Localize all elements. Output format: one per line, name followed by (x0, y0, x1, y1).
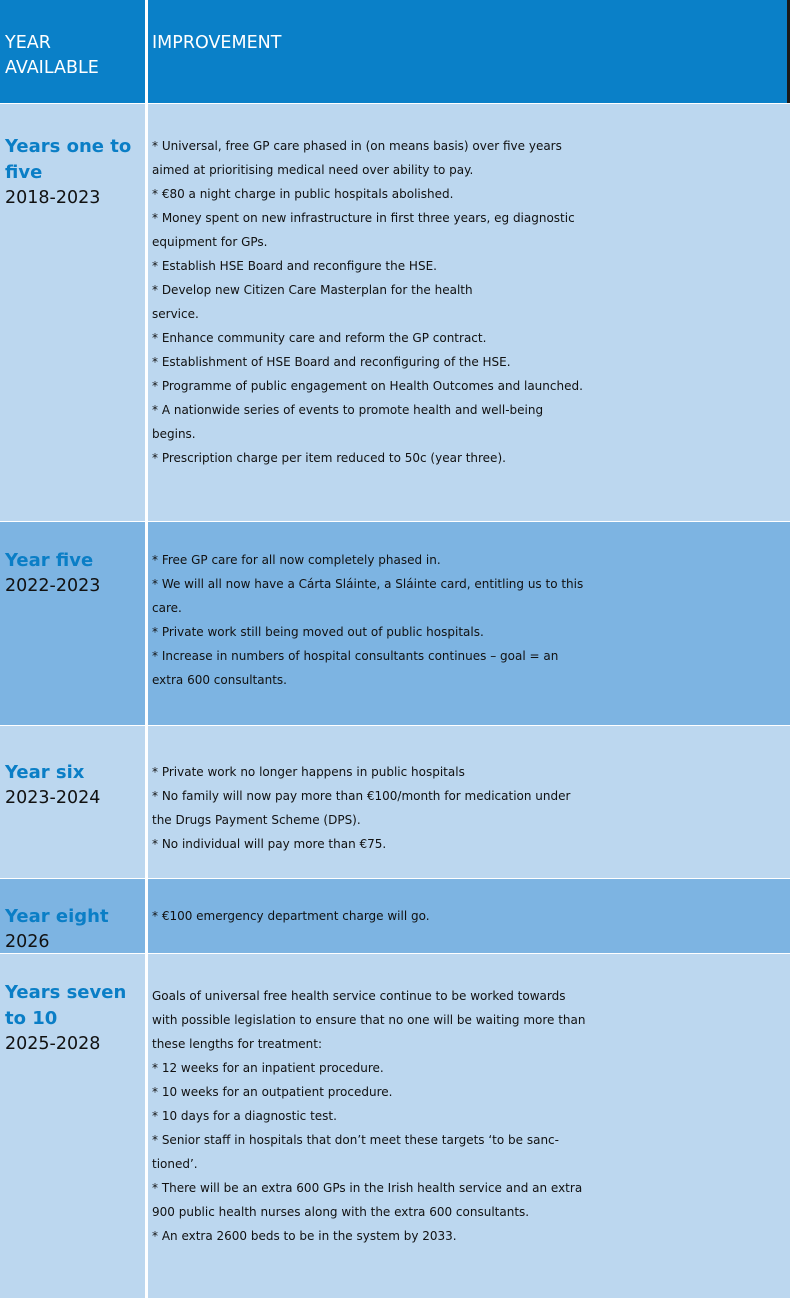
table-row (0, 954, 790, 1299)
header-year-line: AVAILABLE (5, 58, 99, 78)
improvement-line: * A nationwide series of events to promote health and well-being (152, 403, 544, 417)
improvement-line: * Private work still being moved out of public hospitals. (152, 625, 484, 639)
improvement-line: * Free GP care for all now completely phased in. (152, 553, 441, 567)
improvement-line: * 10 weeks for an outpatient procedure. (152, 1085, 393, 1099)
table-row (0, 522, 790, 726)
improvement-line: the Drugs Payment Scheme (DPS). (152, 813, 361, 827)
improvement-line: Goals of universal free health service continue to be worked towards (152, 989, 566, 1003)
improvement-line: * Establishment of HSE Board and reconfiguring of the HSE. (152, 355, 511, 369)
improvement-cell (148, 522, 790, 725)
improvement-line: begins. (152, 427, 196, 441)
improvement-line: * Enhance community care and reform the GP contract. (152, 331, 487, 345)
improvement-line: service. (152, 307, 199, 321)
improvement-line: * An extra 2600 beds to be in the system by 2033. (152, 1229, 457, 1243)
improvement-line: * No individual will pay more than €75. (152, 837, 387, 851)
year-cell (0, 104, 148, 521)
improvement-line: these lengths for treatment: (152, 1037, 323, 1051)
header-improvement (148, 0, 790, 103)
year-title-line: Year six (5, 762, 85, 783)
header-improvement-label: IMPROVEMENT (152, 33, 282, 53)
improvement-line: * Increase in numbers of hospital consultants continues – goal = an (152, 649, 559, 663)
year-cell (0, 954, 148, 1298)
improvement-line: * Universal, free GP care phased in (on means basis) over five years (152, 139, 562, 153)
improvement-line: * Private work no longer happens in public hospitals (152, 765, 465, 779)
improvement-line: * There will be an extra 600 GPs in the Irish health service and an extra (152, 1181, 583, 1195)
header-year-line: YEAR (5, 33, 51, 53)
year-title-line: Years seven (5, 982, 127, 1003)
improvement-line: tioned’. (152, 1157, 198, 1171)
year-range: 2023-2024 (5, 788, 101, 808)
improvement-line: * Develop new Citizen Care Masterplan for the health (152, 283, 473, 297)
year-title-line: to 10 (5, 1008, 58, 1029)
improvement-line: aimed at prioritising medical need over ability to pay. (152, 163, 474, 177)
improvement-cell (148, 726, 790, 878)
improvement-line: * €80 a night charge in public hospitals abolished. (152, 187, 454, 201)
improvement-line: * Money spent on new infrastructure in first three years, eg diagnostic (152, 211, 575, 225)
year-cell (0, 879, 148, 953)
improvement-line: * 12 weeks for an inpatient procedure. (152, 1061, 384, 1075)
improvement-line: * €100 emergency department charge will go. (152, 909, 430, 923)
table-row (0, 879, 790, 954)
improvement-line: * 10 days for a diagnostic test. (152, 1109, 337, 1123)
year-range: 2022-2023 (5, 576, 101, 596)
year-range: 2025-2028 (5, 1034, 101, 1054)
improvement-line: equipment for GPs. (152, 235, 268, 249)
year-range: 2026 (5, 932, 50, 952)
table-header (0, 0, 790, 104)
year-title-line: Years one to (5, 136, 132, 157)
improvement-line: 900 public health nurses along with the extra 600 consultants. (152, 1205, 530, 1219)
improvement-cell (148, 879, 790, 953)
improvement-cell (148, 104, 790, 521)
improvement-line: care. (152, 601, 182, 615)
year-cell (0, 726, 148, 878)
improvement-line: * We will all now have a Cárta Sláinte, a Sláinte card, entitling us to this (152, 577, 584, 591)
improvement-cell (148, 954, 790, 1298)
year-cell (0, 522, 148, 725)
header-year-available (0, 0, 148, 103)
table-row (0, 726, 790, 879)
year-range: 2018-2023 (5, 188, 101, 208)
year-title-line: Year five (5, 550, 94, 571)
improvement-line: * Establish HSE Board and reconfigure the HSE. (152, 259, 437, 273)
year-title-line: Year eight (5, 906, 109, 927)
improvement-line: * No family will now pay more than €100/month for medication under (152, 789, 571, 803)
improvement-line: * Prescription charge per item reduced to 50c (year three). (152, 451, 506, 465)
improvement-line: extra 600 consultants. (152, 673, 287, 687)
improvement-line: with possible legislation to ensure that no one will be waiting more than (152, 1013, 586, 1027)
year-title-line: five (5, 162, 43, 183)
improvement-line: * Senior staff in hospitals that don’t meet these targets ‘to be sanc- (152, 1133, 559, 1147)
table-row (0, 104, 790, 522)
improvement-line: * Programme of public engagement on Health Outcomes and launched. (152, 379, 583, 393)
